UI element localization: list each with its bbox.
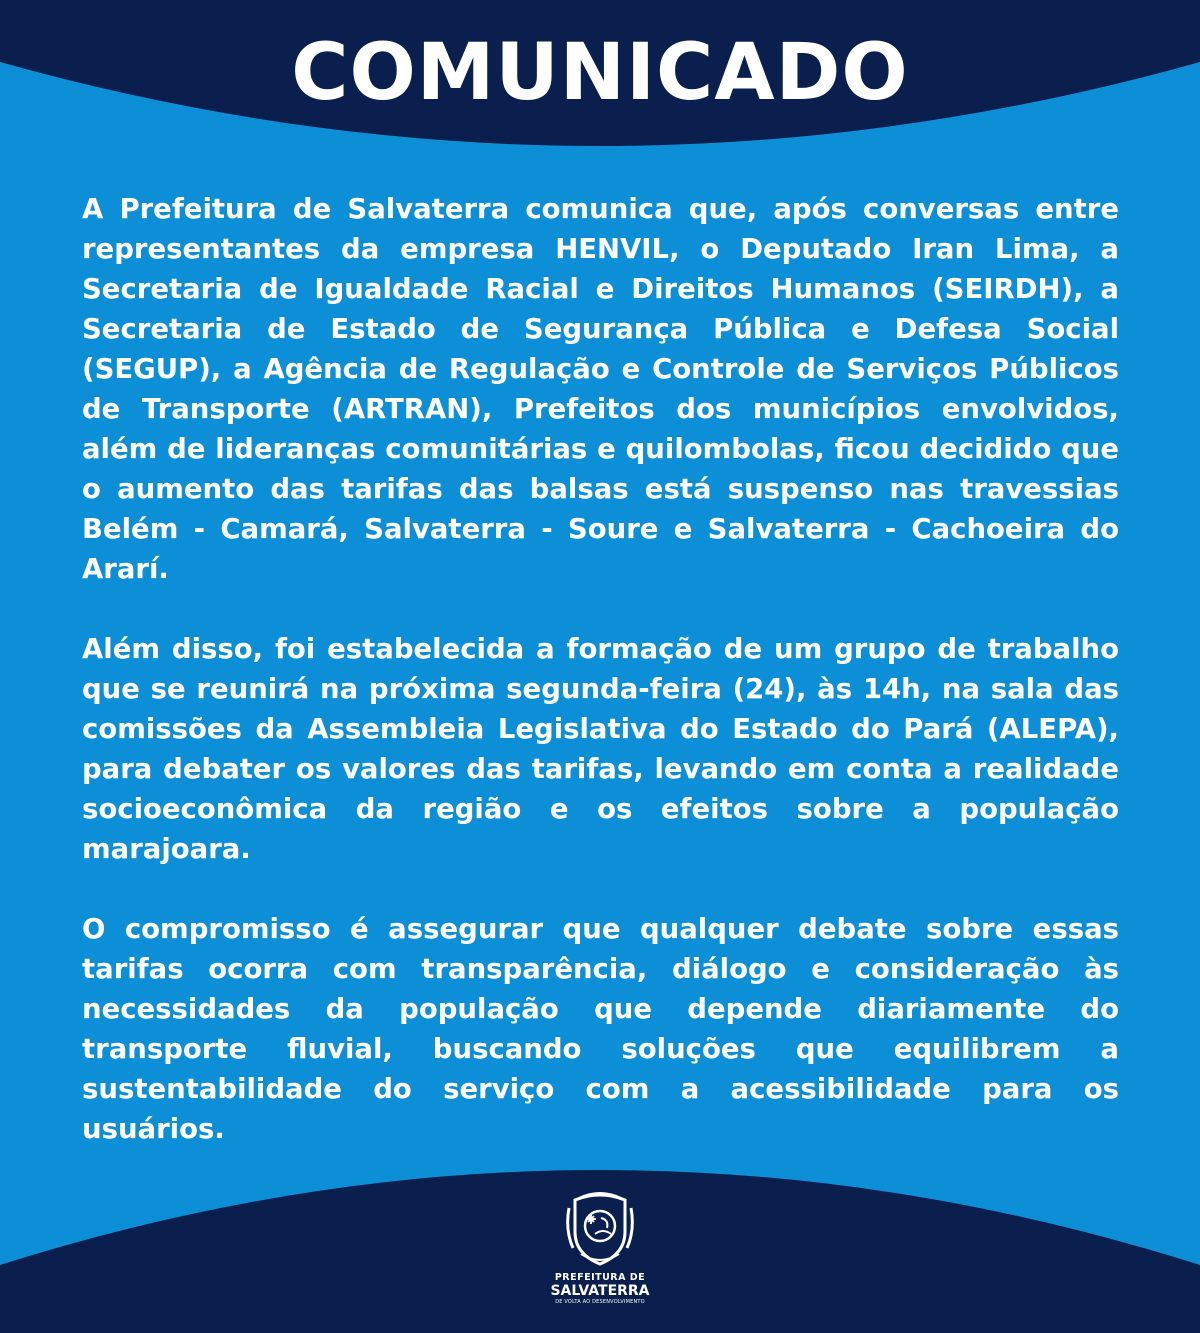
announcement-body bbox=[82, 189, 1119, 1149]
page-title: COMUNICADO bbox=[291, 28, 909, 118]
paragraph-3: O compromisso é assegurar que qualquer debate sobre essas tarifas ocorra com transparência, diálogo e consideração às necessidades da população que depende diariamente do transporte fluvial, buscando soluções que equilibrem a sustentabilidade do serviço com a acessibilidade para os usuários. bbox=[82, 913, 1119, 1145]
logo-slogan: DE VOLTA AO DESENVOLVIMENTO bbox=[555, 1299, 645, 1305]
salvaterra-logo bbox=[540, 1190, 660, 1320]
salvaterra-coat-of-arms-icon bbox=[565, 1190, 635, 1268]
paragraph-1: A Prefeitura de Salvaterra comunica que, após conversas entre representantes da empresa HENVIL, o Deputado Iran Lima, a Secretaria de Igualdade Racial e Direitos Humanos (SEIRDH), a Secretaria de Estado de Segurança Pública e Defesa Social (SEGUP), a Agência de Regulação e Controle de Serviços Públicos de Transporte (ARTRAN), Prefeitos dos municípios envolvidos, além de lideranças comunitárias e quilombolas, ficou decidido que o aumento das tarifas das balsas está suspenso nas travessias Belém - Camará, Salvaterra - Soure e Salvaterra - Cachoeira do Ararí. bbox=[82, 193, 1119, 585]
logo-text-salvaterra: SALVATERRA bbox=[550, 1283, 650, 1299]
logo-text-prefeitura: PREFEITURA DE bbox=[554, 1272, 646, 1283]
paragraph-2: Além disso, foi estabelecida a formação de um grupo de trabalho que se reunirá na próxima segunda-feira (24), às 14h, na sala das comissões da Assembleia Legislativa do Estado do Pará (ALEPA), para debater os valores das tarifas, levando em conta a realidade socioeconômica da região e os efeitos sobre a população marajoara. bbox=[82, 633, 1119, 865]
